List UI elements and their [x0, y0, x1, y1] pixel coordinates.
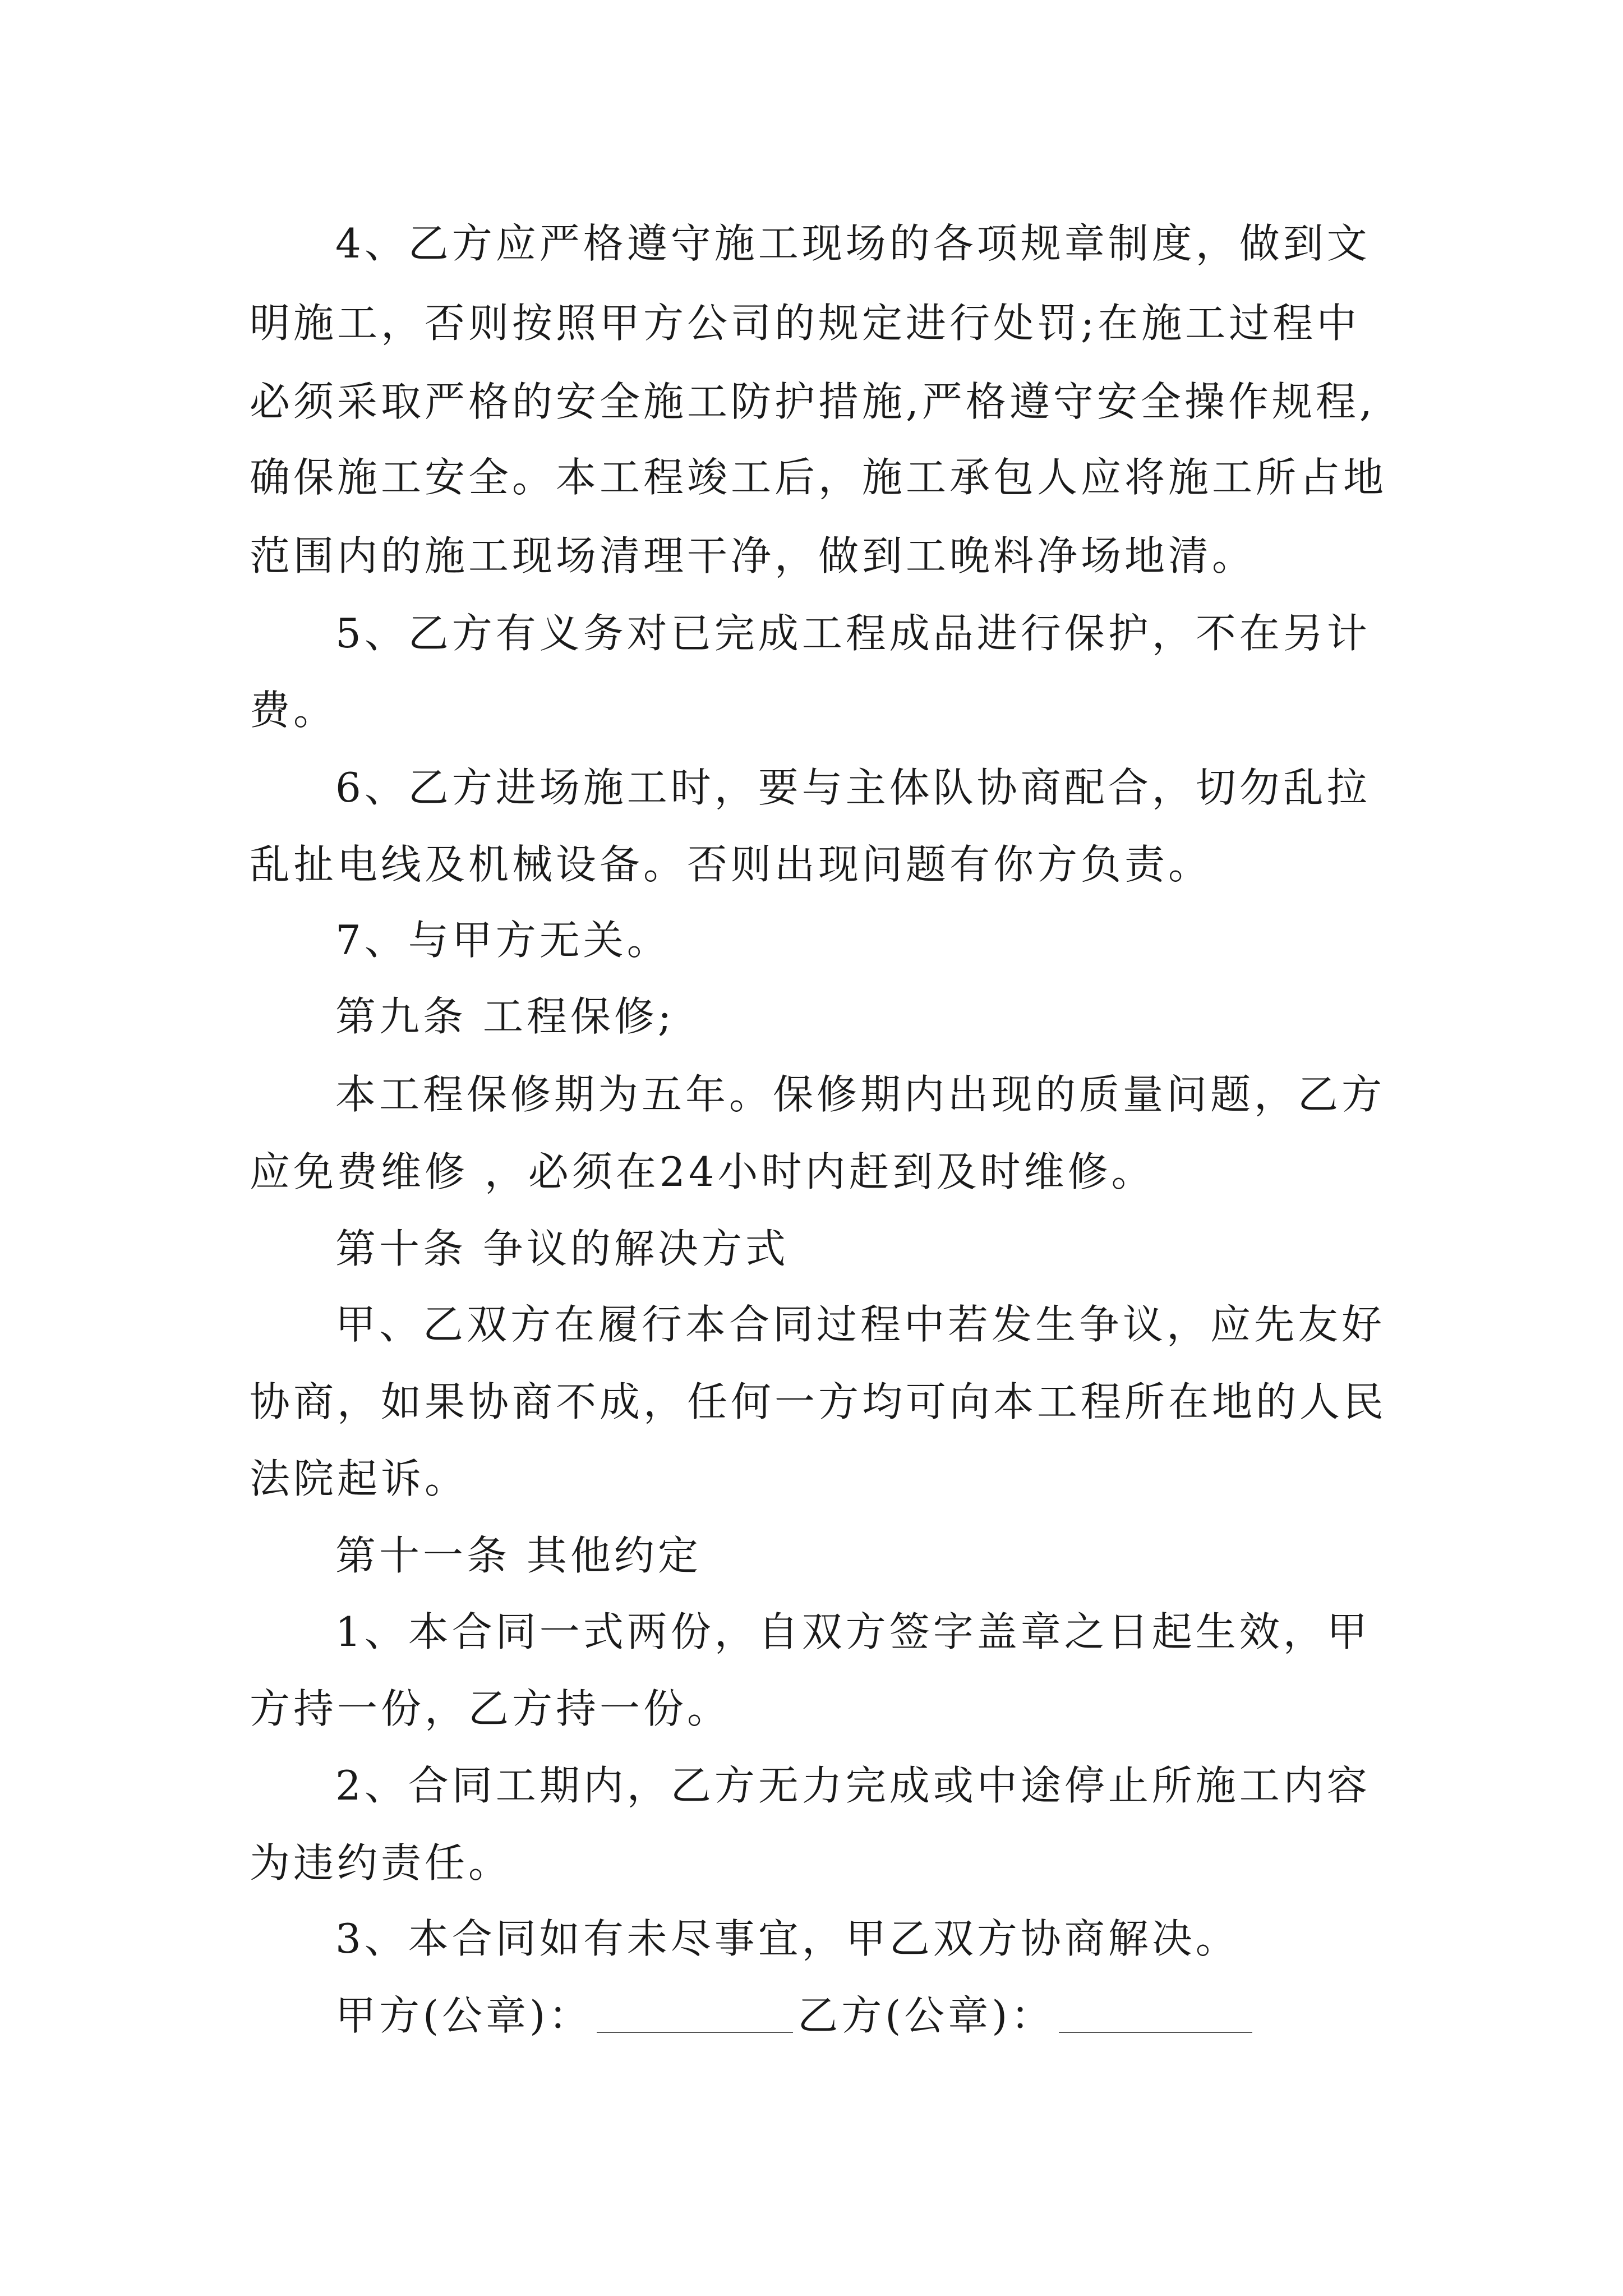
paragraph-line: 乱扯电线及机械设备。否则出现问题有你方负责。 [250, 841, 1212, 888]
paragraph-line: 方持一份，乙方持一份。 [250, 1685, 731, 1732]
paragraph-line: 7、与甲方无关。 [335, 917, 671, 964]
paragraph-line: 4、乙方应严格遵守施工现场的各项规章制度，做到文 [335, 220, 1371, 267]
paragraph-line: 明施工，否则按照甲方公司的规定进行处罚;在施工过程中 [250, 300, 1361, 347]
paragraph-line: 法院起诉。 [250, 1455, 469, 1502]
paragraph-line: 为违约责任。 [250, 1839, 513, 1887]
party-b-signature-blank[interactable] [1059, 2032, 1252, 2033]
section-heading: 第十条 争议的解决方式 [335, 1225, 789, 1272]
paragraph-line: 本工程保修期为五年。保修期内出现的质量问题，乙方 [335, 1071, 1386, 1118]
party-a-signature-blank[interactable] [597, 2032, 793, 2033]
paragraph-line: 5、乙方有义务对已完成工程成品进行保护，不在另计 [335, 610, 1371, 657]
paragraph-line: 协商，如果协商不成，任何一方均可向本工程所在地的人民 [250, 1378, 1387, 1425]
paragraph-line: 费。 [250, 687, 338, 734]
signature-line [335, 1992, 1257, 2039]
paragraph-line: 必须采取严格的安全施工防护措施,严格遵守安全操作规程, [250, 378, 1376, 425]
paragraph-line: 应免费维修 ，必须在24小时内赶到及时维修。 [250, 1148, 1155, 1195]
paragraph-line: 确保施工安全。本工程竣工后，施工承包人应将施工所占地 [250, 454, 1387, 501]
party-a-label: 甲方(公章)： [335, 1992, 593, 2039]
paragraph-line: 6、乙方进场施工时，要与主体队协商配合，切勿乱拉 [335, 764, 1371, 811]
paragraph-line: 甲、乙双方在履行本合同过程中若发生争议，应先友好 [335, 1301, 1386, 1348]
paragraph-line: 2、合同工期内，乙方无力完成或中途停止所施工内容 [335, 1762, 1371, 1809]
section-heading: 第九条 工程保修; [335, 993, 675, 1040]
paragraph-line: 范围内的施工现场清理干净，做到工晚料净场地清。 [250, 532, 1256, 579]
party-b-label: 乙方(公章)： [797, 1992, 1055, 2039]
section-heading: 第十一条 其他约定 [335, 1532, 702, 1579]
paragraph-line: 1、本合同一式两份，自双方签字盖章之日起生效，甲 [335, 1608, 1371, 1655]
paragraph-line: 3、本合同如有未尽事宜，甲乙双方协商解决。 [335, 1915, 1239, 1962]
